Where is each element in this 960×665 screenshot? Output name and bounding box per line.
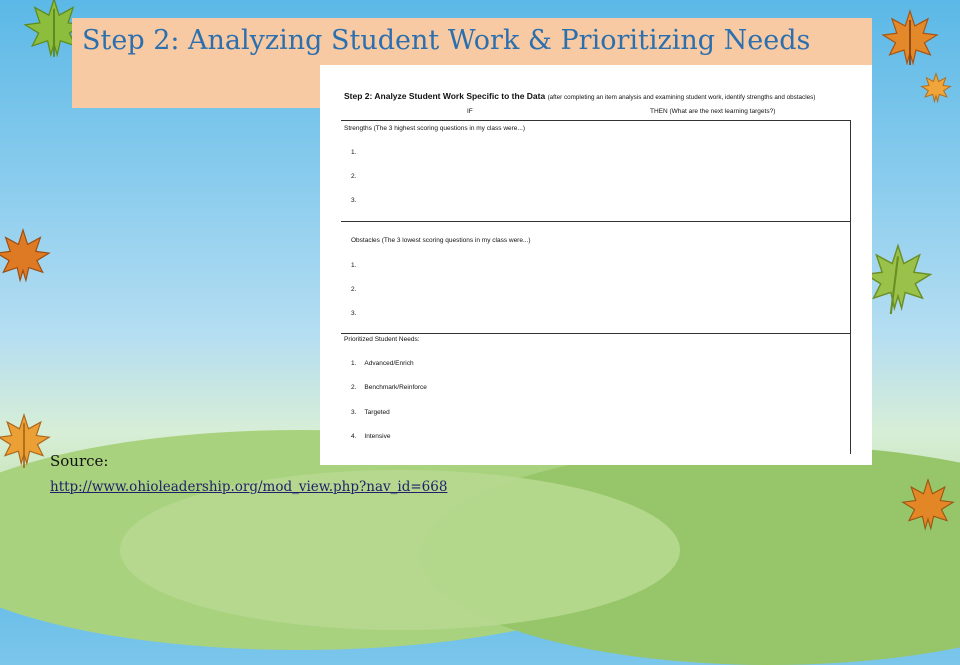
item-number: 2. — [351, 384, 357, 391]
divider — [341, 120, 851, 121]
item-number: 1. — [351, 360, 357, 367]
item-label: Advanced/Enrich — [364, 360, 414, 367]
maple-leaf-icon — [878, 8, 942, 68]
item-label: Benchmark/Reinforce — [364, 384, 427, 391]
maple-leaf-icon — [862, 232, 934, 324]
maple-leaf-icon — [0, 226, 52, 286]
prioritized-needs-label: Prioritized Student Needs: — [344, 336, 420, 343]
strength-item: 1. — [351, 149, 357, 156]
maple-leaf-icon — [0, 398, 52, 482]
slide-title: Step 2: Analyzing Student Work & Prioritizing Needs — [82, 25, 811, 56]
strengths-label: Strengths (The 3 highest scoring questions in my class were...) — [344, 125, 525, 132]
worksheet-document — [320, 65, 872, 465]
column-header-if: IF — [467, 108, 473, 115]
obstacle-item: 3. — [351, 310, 357, 317]
item-label: Intensive — [364, 433, 391, 440]
worksheet-heading-text: Step 2: Analyze Student Work Specific to the Data — [344, 91, 546, 101]
divider — [341, 221, 851, 222]
divider — [850, 120, 851, 454]
item-number: 4. — [351, 433, 357, 440]
obstacle-item: 1. — [351, 262, 357, 269]
maple-leaf-icon — [900, 474, 956, 536]
column-header-then: THEN (What are the next learning targets?) — [650, 108, 776, 115]
strength-item: 3. — [351, 197, 357, 204]
worksheet-heading — [344, 91, 815, 101]
prioritized-need-item — [351, 433, 390, 440]
strength-item: 2. — [351, 173, 357, 180]
obstacles-label: Obstacles (The 3 lowest scoring questions in my class were...) — [351, 237, 531, 244]
worksheet-heading-note: (after completing an item analysis and examining student work, identify strengths and obstacles) — [547, 94, 816, 101]
source-link[interactable]: http://www.ohioleadership.org/mod_view.php?nav_id=668 — [50, 479, 448, 495]
source-label: Source: — [50, 452, 109, 470]
divider — [341, 333, 851, 334]
prioritized-need-item — [351, 409, 390, 416]
obstacle-item: 2. — [351, 286, 357, 293]
item-label: Targeted — [364, 409, 390, 416]
prioritized-need-item — [351, 384, 427, 391]
prioritized-need-item — [351, 360, 414, 367]
maple-leaf-icon — [920, 72, 952, 104]
item-number: 3. — [351, 409, 357, 416]
